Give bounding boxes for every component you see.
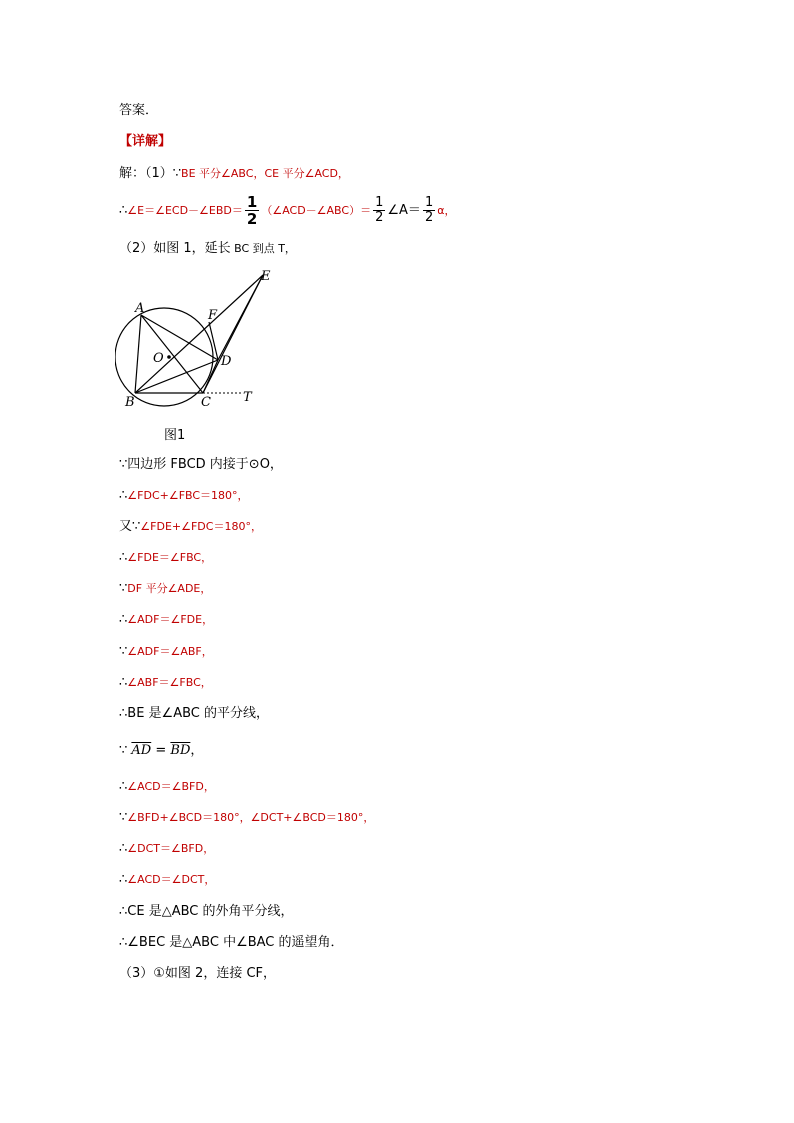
line-step-2: ∴∠FDC+∠FBC＝180°， <box>119 488 249 503</box>
fraction-half-bold: $\frac{1}{2}$ <box>246 193 258 228</box>
line-step-11: ∴∠ACD＝∠BFD， <box>119 779 215 794</box>
label-b: B <box>125 395 135 410</box>
segment-ac <box>141 315 203 393</box>
segment-ab <box>135 315 141 393</box>
fraction-half-1: $\frac{1}{2}$ <box>375 195 384 225</box>
line-part3: （3）①如图 2，连接 CF， <box>119 966 277 981</box>
line-step-8: ∴∠ABF＝∠FBC， <box>119 675 212 690</box>
label-c: C <box>201 395 211 410</box>
center-dot <box>167 355 171 359</box>
line-step-10: ∵ $\overline{AD} = \overline{BD}$， <box>119 743 204 758</box>
line-step-3: 又∵∠FDE+∠FDC＝180°， <box>119 519 262 534</box>
fraction-half-2: $\frac{1}{2}$ <box>424 195 434 225</box>
line-step-5: ∵DF 平分∠ADE， <box>119 581 212 596</box>
line-step-14: ∴∠ACD＝∠DCT， <box>119 872 216 887</box>
line-step-7: ∵∠ADF＝∠ABF， <box>119 644 213 659</box>
line-step-15: ∴CE 是△ABC 的外角平分线， <box>119 904 294 919</box>
figure-1-caption: 图1 <box>164 428 186 443</box>
line-answer: 答案． <box>119 103 159 118</box>
line-part1: 解：（1）∵BE 平分∠ABC，CE 平分∠ACD， <box>119 166 349 181</box>
label-e: E <box>261 269 271 284</box>
label-a: A <box>135 301 145 316</box>
segment-de <box>218 275 263 360</box>
line-part2: （2）如图 1，延长 BC 到点 T， <box>119 241 296 256</box>
line-step-16: ∴∠BEC 是△ABC 中∠BAC 的遥望角． <box>119 935 344 950</box>
line-step-9: ∴BE 是∠ABC 的平分线， <box>119 706 269 721</box>
segment-be <box>135 275 263 393</box>
line-step-1: ∵四边形 FBCD 内接于⊙O， <box>119 457 283 472</box>
line-detail-heading: 【详解】 <box>119 134 172 149</box>
label-o: O <box>153 351 164 366</box>
label-t: T <box>243 390 252 405</box>
figure-1-diagram <box>115 265 285 425</box>
line-part1-formula: ∴∠E＝∠ECD－∠EBD＝ $\frac{1}{2}$ （∠ACD－∠ABC）＝ $\frac{1}{2}$ ∠A＝ $\frac{1}{2}$ α， <box>119 193 456 228</box>
label-f: F <box>208 308 218 323</box>
line-step-12: ∵∠BFD+∠BCD＝180°，∠DCT+∠BCD＝180°， <box>119 810 375 825</box>
line-step-13: ∴∠DCT＝∠BFD， <box>119 841 215 856</box>
circle-o <box>115 308 213 406</box>
line-step-4: ∴∠FDE＝∠FBC， <box>119 550 213 565</box>
line-step-6: ∴∠ADF＝∠FDE， <box>119 612 214 627</box>
label-d: D <box>221 354 232 369</box>
